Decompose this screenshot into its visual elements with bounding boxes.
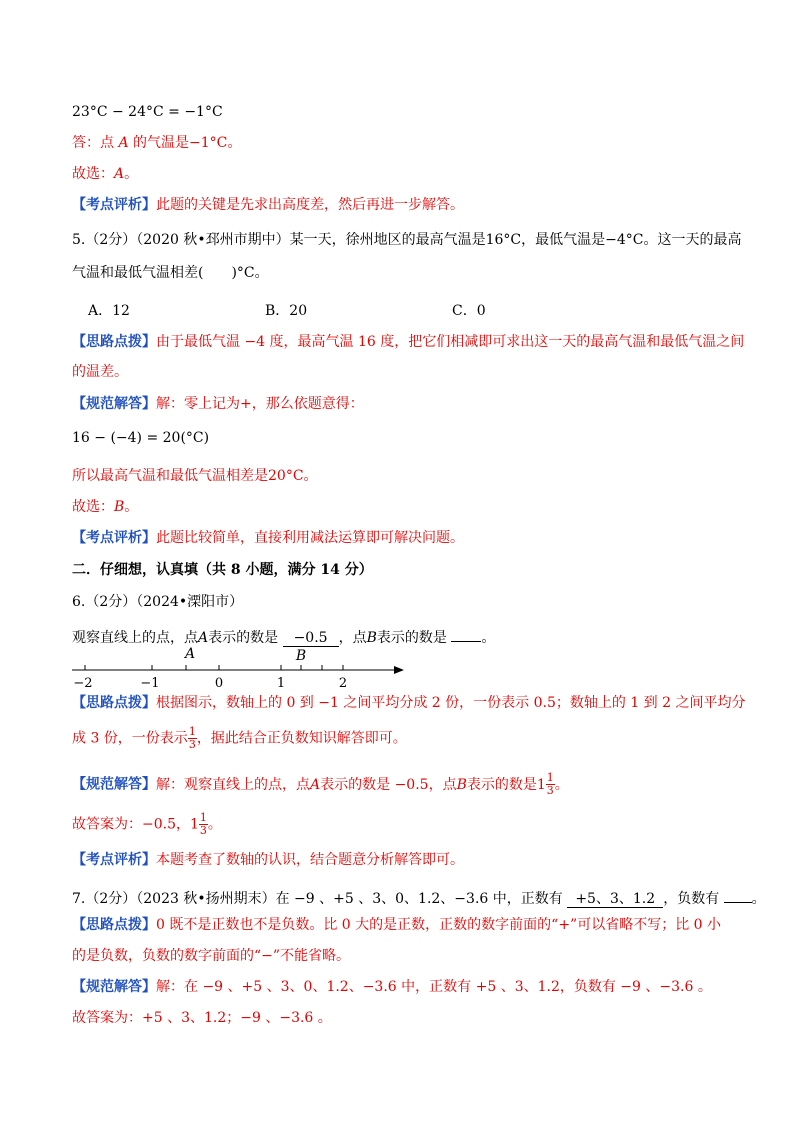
fraction-denominator: 3 xyxy=(188,738,196,751)
q5-conclusion-line xyxy=(72,466,318,486)
q6-sol-end: 。 xyxy=(554,776,569,793)
q6-sol-fraction xyxy=(546,772,555,797)
tick-label-1: 1 xyxy=(276,676,286,690)
q6-blank-a: −0.5 xyxy=(283,628,339,647)
calc-text: 23°C − 24°C = −1°C xyxy=(72,104,223,120)
q7-blank-negative xyxy=(724,884,752,903)
q7-stem-end: 。 xyxy=(751,891,766,907)
q6-hint-text-2a: 成 3 份，一份表示 xyxy=(72,730,188,747)
q6-stem-var-b: B xyxy=(366,630,377,646)
q6-ans-end: 。 xyxy=(207,816,222,833)
choice-prefix: 故选： xyxy=(72,166,114,182)
q5-choose-var: B xyxy=(114,499,125,515)
choice-line xyxy=(72,164,138,184)
q6-hint-line-1 xyxy=(72,693,745,713)
tick-label-2: 2 xyxy=(338,676,348,690)
q6-sol-b: 表示的数是 −0.5，点 xyxy=(320,776,457,793)
fraction-denominator: 3 xyxy=(199,824,207,837)
q5-eval-text: 此题比较简单，直接利用减法运算即可解决问题。 xyxy=(156,530,464,546)
q6-hint-line-2 xyxy=(72,726,407,751)
q5-solution-line xyxy=(72,394,364,414)
q6-blank-b xyxy=(451,623,481,642)
q5-hint-line-2 xyxy=(72,362,128,382)
q5-hint-line-1 xyxy=(72,332,744,352)
q7-sol-tag: 【规范解答】 xyxy=(72,979,156,995)
q5-choice-b: B．20 xyxy=(265,303,308,319)
q5-stem-line-2 xyxy=(72,263,269,283)
q6-header xyxy=(72,592,243,612)
q6-sol-var-b: B xyxy=(456,776,467,793)
q7-hint-line-1 xyxy=(72,915,721,935)
q7-answer-line xyxy=(72,1008,332,1028)
choice-var: A xyxy=(114,166,125,182)
fraction-numerator: 1 xyxy=(546,771,554,784)
q5-calc-text: 16 − (−4) = 20(°C) xyxy=(72,430,210,446)
q6-stem-c: ，点 xyxy=(338,630,367,646)
q7-stem xyxy=(72,884,766,909)
q6-sol-body xyxy=(156,771,569,797)
q6-hint-tag: 【思路点拨】 xyxy=(72,695,156,711)
q5-sol-tag: 【规范解答】 xyxy=(72,396,156,412)
eval-tag: 【考点评析】 xyxy=(72,197,156,213)
point-b-label: B xyxy=(295,648,307,664)
q6-ans-a: 故答案为：−0.5， xyxy=(72,816,190,833)
q5-hint-tag: 【思路点拨】 xyxy=(72,334,156,350)
calc-line-1 xyxy=(72,102,223,122)
q6-sol-a: 解：观察直线上的点，点 xyxy=(156,776,310,793)
answer-var: A xyxy=(118,135,129,151)
q6-stem-end: 。 xyxy=(481,630,496,646)
q5-calc-line xyxy=(72,428,209,448)
answer-prefix: 答：点 xyxy=(72,135,114,151)
q5-choice-c: C．0 xyxy=(452,303,486,319)
answer-mid: 的气温是 xyxy=(133,135,190,151)
q6-stem-a: 观察直线上的点，点 xyxy=(72,630,198,646)
section2-title xyxy=(72,560,373,580)
tick-label-0: 0 xyxy=(214,676,224,690)
tick-label-neg1: −1 xyxy=(140,676,160,690)
q7-stem-b: ，负数有 xyxy=(663,891,720,907)
eval-line-q4 xyxy=(72,195,464,215)
q6-hint-fraction xyxy=(188,726,197,751)
q6-stem-b: 表示的数是 xyxy=(208,630,279,646)
q6-answer-line xyxy=(72,812,222,837)
q7-sol-text: 解：在 −9 、+5 、3、0、1.2、−3.6 中，正数有 +5 、3、1.2，负数有 −9 、−3.6 。 xyxy=(156,979,712,995)
q6-header-text: 6.（2分）（2024•溧阳市） xyxy=(72,594,244,610)
section2-title-text: 二．仔细想，认真填（共 8 小题，满分 14 分） xyxy=(72,562,373,578)
q5-stem-text-1: 5.（2分）（2020 秋•邳州市期中）某一天，徐州地区的最高气温是16°C，最低气温是−4°C。这一天的最高 xyxy=(72,232,742,248)
eval-text: 此题的关键是先求出高度差，然后再进一步解答。 xyxy=(156,197,464,213)
q7-stem-a: 7.（2分）（2023 秋•扬州期末）在 −9 、+5 、3、0、1.2、−3.6 中，正数有 xyxy=(72,891,563,907)
answer-line xyxy=(72,133,241,153)
q5-eval-tag: 【考点评析】 xyxy=(72,530,156,546)
q7-ans-text: 故答案为：+5 、3、1.2；−9 、−3.6 。 xyxy=(72,1010,332,1026)
q5-choose-prefix: 故选： xyxy=(72,499,114,515)
q6-hint-text-2b: ，据此结合正负数知识解答即可。 xyxy=(196,730,407,747)
q6-stem-var-a: A xyxy=(198,630,209,646)
q5-choices xyxy=(88,301,486,321)
q7-blank-positive: +5、3、1.2 xyxy=(567,889,663,908)
choice-end: 。 xyxy=(124,166,139,182)
answer-value: −1°C xyxy=(189,135,228,151)
q5-choice-a: A．12 xyxy=(88,303,130,319)
fraction-numerator: 1 xyxy=(188,725,196,738)
q6-sol-whole: 1 xyxy=(536,776,546,793)
q6-eval-line xyxy=(72,850,464,870)
q5-hint-text-1: 由于最低气温 −4 度，最高气温 16 度，把它们相减即可求出这一天的最高气温和最低气温之间 xyxy=(156,334,745,350)
axis-arrow xyxy=(394,666,404,674)
q6-stem-d: 表示的数是 xyxy=(376,630,447,646)
q7-hint-text-2: 的是负数，负数的数字前面的“−”不能省略。 xyxy=(72,948,351,964)
q6-eval-text: 本题考查了数轴的认识，结合题意分析解答即可。 xyxy=(156,852,464,868)
fraction-denominator: 3 xyxy=(546,784,554,797)
q7-hint-text-1: 0 既不是正数也不是负数。比 0 大的是正数，正数的数字前面的“+”可以省略不写；比 0 小 xyxy=(156,917,722,933)
q6-hint-text-1: 根据图示，数轴上的 0 到 −1 之间平均分成 2 份，一份表示 0.5；数轴上的 1 到 2 之间平均分 xyxy=(156,695,746,711)
q5-choose-line xyxy=(72,497,138,517)
q5-choose-end: 。 xyxy=(124,499,139,515)
q7-hint-line-2 xyxy=(72,946,350,966)
fraction-numerator: 1 xyxy=(199,811,207,824)
q5-stem-text-2: 气温和最低气温相差( )°C。 xyxy=(72,265,269,281)
q5-sol-text: 解：零上记为+，那么依题意得： xyxy=(156,396,364,412)
q5-hint-text-2: 的温差。 xyxy=(72,364,128,380)
q6-ans-whole: 1 xyxy=(190,816,199,833)
q7-hint-tag: 【思路点拨】 xyxy=(72,917,156,933)
q5-eval-line xyxy=(72,528,464,548)
point-a-label: A xyxy=(184,646,196,662)
answer-end: 。 xyxy=(227,135,242,151)
number-line xyxy=(68,642,408,690)
tick-label-neg2: −2 xyxy=(73,676,93,690)
q6-sol-c: 表示的数是 xyxy=(466,776,537,793)
q6-sol-var-a: A xyxy=(310,776,321,793)
q6-solution-line xyxy=(72,772,569,797)
q5-conclusion-text: 所以最高气温和最低气温相差是20°C。 xyxy=(72,468,318,484)
q6-sol-tag: 【规范解答】 xyxy=(72,776,156,793)
q5-stem-line-1 xyxy=(72,230,741,250)
q6-ans-fraction xyxy=(199,812,208,837)
q6-eval-tag: 【考点评析】 xyxy=(72,852,156,868)
q7-solution-line xyxy=(72,977,712,997)
